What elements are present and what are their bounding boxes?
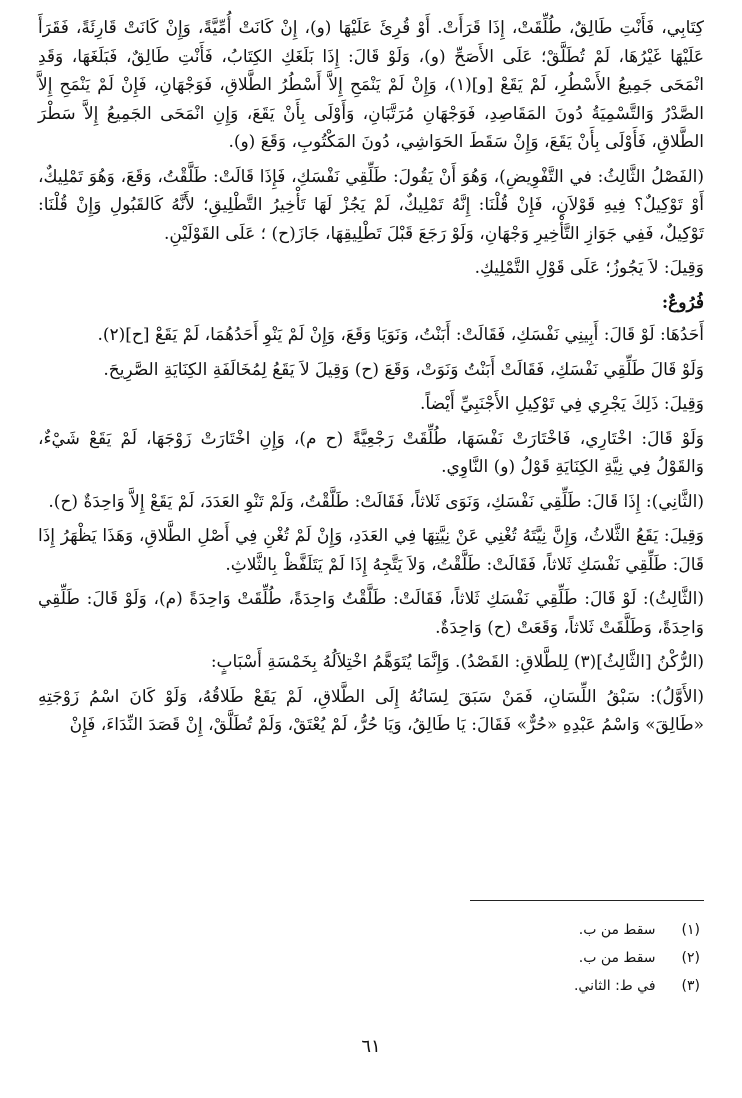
footnote-number: (١) <box>681 922 700 938</box>
footnote-text: سقط من ب. <box>578 950 656 966</box>
paragraph-11: (الثَّالِثُ): لَوْ قَالَ: طَلِّقِي نَفْسَكِ ثَلاثاً، فَقَالَتْ: طَلَّقْتُ وَاحِدَةً، طُلِّقَتْ وَاحِدَةً (م)، وَلَوْ قَالَ: طَلِّقِي وَاحِدَةً، وَطَلَّقَتْ ثَلاثاً، وَقَعَتْ (ح) وَاحِدَةٌ. <box>38 589 704 638</box>
section-heading-furu: فُرُوعٌ: <box>661 292 704 313</box>
footnote-text: في ط: الثاني. <box>573 978 656 994</box>
footnote-text: سقط من ب. <box>578 922 656 938</box>
paragraph-10: وَقِيلَ: يَقَعُ الثَّلاثُ، وَإِنَّ نِيَّتَهُ تُغْنِي عَنْ نِيَّتِهَا فِي العَدَدِ، وَإِنْ لَمْ تُغْنِ فِي أَصْلِ الطَّلاقِ، وَهَذَا يَظْهَرُ إِذَا قَالَ: طَلِّقِي نَفْسَكِ ثَلاثاً، فَقَالَتْ: طَلَّقْتُ، وَلاَ يَتَّجِهُ إِذَا لَمْ يَتَلَفَّظْ بِالثَّلاثِ. <box>38 526 704 575</box>
paragraph-9: (الثَّانِي): إِذَا قَالَ: طَلِّقِي نَفْسَكِ، وَنَوَى ثَلاثاً، فَقَالَتْ: طَلَّقْتُ، وَلَمْ تَنْوِ العَدَدَ، لَمْ يَقَعْ إِلاَّ وَاحِدَةٌ (ح). <box>48 491 704 512</box>
footnote-divider <box>470 900 704 901</box>
paragraph-2: (الفَصْلُ الثَّالِثُ: في التَّفْوِيضِ)، وَهُوَ أَنْ يَقُولَ: طَلِّقِي نَفْسَكِ، فَإِذَا قَالَتْ: طَلَّقْتُ، وَقَعَ، وَهُوَ تَمْلِيكٌ، أَوْ تَوْكِيلٌ؟ فِيهِ قَوْلاَنِ، فَإِنْ قُلْنَا: إِنَّهُ تَمْلِيكٌ، لَمْ يَجُزْ لَهَا تَأْخِيرُ التَّطْلِيقِ؛ لأَنَّهُ كَالقَبُولِ وَإِنْ قُلْنَا: تَوْكِيلٌ، فَفِي جَوَازِ التَّأْخِيرِ وَجْهَانِ، وَلَوْ رَجَعَ قَبْلَ تَطْلِيقِهَا، جَازَ(ح) ؛ عَلَى القَوْلَيْنِ. <box>38 166 704 244</box>
paragraph-6: وَلَوْ قَالَ طَلِّقِي نَفْسَكِ، فَقَالَتْ أَبَنْتُ وَنَوَتْ، وَقَعَ (ح) وَقِيلَ لاَ يَقَعُ لِمُخَالَفَةِ الكِنَايَةِ الصَّرِيحَ. <box>103 359 704 380</box>
paragraph-13: (الأَوَّلُ): سَبْقُ اللِّسَانِ، فَمَنْ سَبَقَ لِسَانُهُ إِلَى الطَّلاقِ، لَمْ يَقَعْ طَلاقُهُ، وَلَوْ كَانَ اسْمُ زَوْجَتِهِ «طَالِقَ» وَاسْمُ عَبْدِهِ «حُرٌّ» فَقَالَ: يَا طَالِقُ، وَيَا حُرُّ، لَمْ يُعْتَقْ، وَلَمْ تُطَلَّقْ، إِنْ قَصَدَ النِّدَاءَ، فَإِنْ <box>38 686 704 735</box>
main-text <box>38 14 704 740</box>
paragraph-12: (الرُّكْنُ [الثَّالِثُ](٣) لِلطَّلاقِ: القَصْدُ). وَإِنَّمَا يُتَوَهَّمُ اخْتِلاَلُهُ بِخَمْسَةِ أَسْبَابٍ: <box>210 652 704 672</box>
paragraph-8: وَلَوْ قَالَ: اخْتَارِي، فَاخْتَارَتْ نَفْسَهَا، طُلِّقَتْ رَجْعِيَّةً (ح م)، وَإِنِ اخْتَارَتْ زَوْجَهَا، لَمْ يَقَعْ شَيْءٌ، وَالقَوْلُ فِي نِيَّةِ الكِنَايَةِ قَوْلُ (و) النَّاوِي. <box>38 428 704 477</box>
footnote-item <box>300 972 700 1000</box>
footnote-item <box>300 916 700 944</box>
footnote-number: (٢) <box>681 950 700 966</box>
footnote-item <box>300 944 700 972</box>
page-number: ٦١ <box>361 1036 381 1057</box>
document-page <box>38 14 704 1084</box>
footnotes <box>300 916 700 1000</box>
footnote-number: (٣) <box>681 978 700 994</box>
paragraph-7: وَقِيلَ: ذَلِكَ يَجْرِي فِي تَوْكِيلِ الأَجْنَبِيِّ أَيْضاً. <box>419 394 704 414</box>
paragraph-5: أَحَدُهَا: لَوْ قَالَ: أَبِينِي نَفْسَكِ، فَقَالَتْ: أَبَنْتُ، وَنَوَيَا وَقَعَ، وَإِنْ لَمْ يَنْوِ أَحَدُهُمَا، لَمْ يَقَعْ [ح](٢). <box>97 325 704 345</box>
paragraph-1: كِتَابِي، فَأَنْتِ طَالِقٌ، طُلِّقَتْ، إِذَا قَرَأَتْ. أَوْ قُرِئَ عَلَيْهَا (و)، إِنْ كَانَتْ أُمِّيَّةً، وَإِنْ كَانَتْ قَارِئَةً، فَقَرَأَ عَلَيْهَا غَيْرُهَا، لَمْ تُطَلَّقْ؛ عَلَى الأَصَحِّ (و)، وَلَوْ قَالَ: إِذَا بَلَغَكِ الكِتَابُ، فَأَنْتِ طَالِقٌ، فَبَلَغَهَا، وَقَدِ انْمَحَى جَمِيعُ الأَسْطُرِ، لَمْ يَقَعْ [و](١)، وَإِنْ لَمْ يَنْمَحِ إِلاَّ أَسْطُرُ الطَّلاقِ، فَوَجْهَانِ، فَإِنْ لَمْ يَنْمَحِ إِلاَّ الصَّدْرُ وَالتَّسْمِيَةُ دُونَ المَقَاصِدِ، فَوَجْهَانِ مُرَتَّبَانِ، وَأَوْلَى بِأَنْ يَقَعَ، وَإِنِ انْمَحَى الجَمِيعُ إِلاَّ سَطْرَ الطَّلاقِ، فَأَوْلَى بِأَنْ يَقَعَ، وَإِنْ سَقَطَ الحَوَاشِي، دُونَ المَكْتُوبِ، وَقَعَ (و). <box>38 18 704 152</box>
paragraph-3: وَقِيلَ: لاَ يَجُوزُ؛ عَلَى قَوْلِ التَّمْلِيكِ. <box>474 258 704 278</box>
